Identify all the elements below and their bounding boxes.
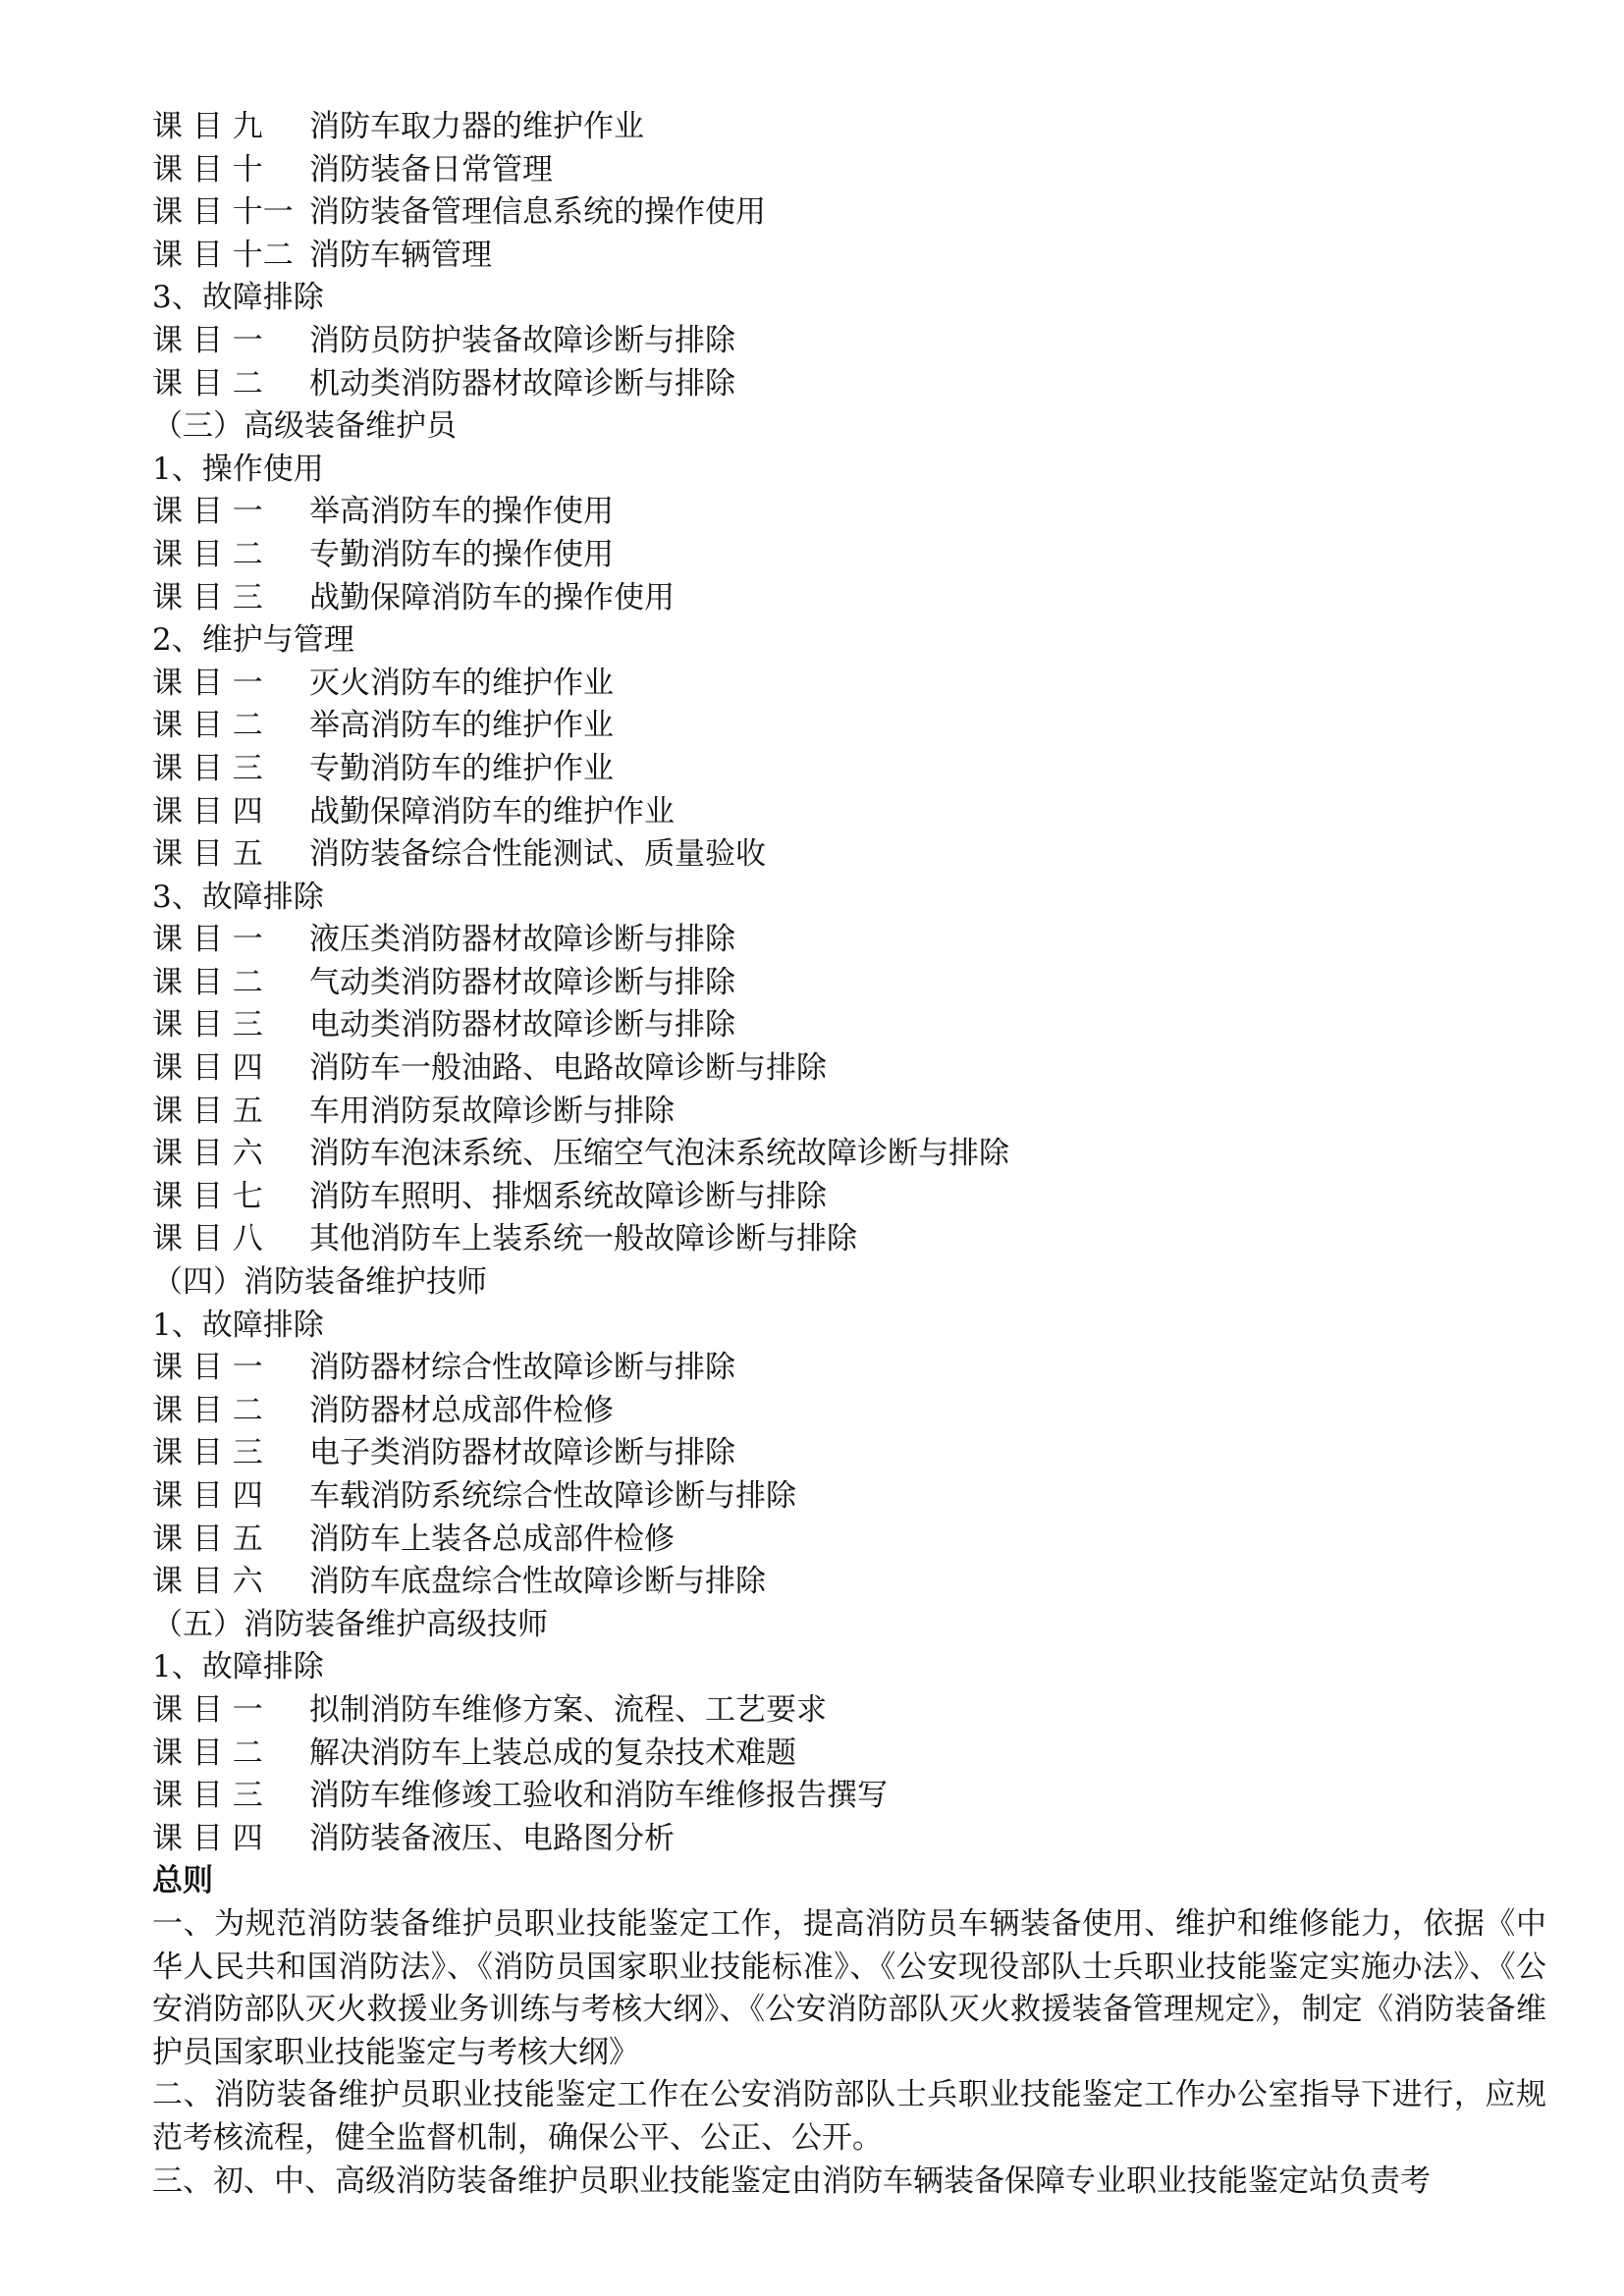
course-item — [152, 1818, 1546, 1861]
section-label: （四）消防装备维护技师 — [152, 1264, 487, 1301]
course-number: 课 目 一 — [152, 1691, 263, 1728]
course-title: 车载消防系统综合性故障诊断与排除 — [309, 1478, 796, 1514]
course-item — [152, 534, 1546, 577]
paragraph: 三、初、中、高级消防装备维护员职业技能鉴定由消防车辆装备保障专业职业技能鉴定站负责考 — [152, 2163, 1431, 2199]
course-item — [152, 748, 1546, 791]
course-title: 专勤消防车的操作使用 — [309, 536, 614, 572]
course-item — [152, 663, 1546, 706]
course-title: 消防车上装各总成部件检修 — [309, 1521, 675, 1557]
course-number: 课 目 六 — [152, 1564, 263, 1600]
course-number: 课 目 四 — [152, 1478, 263, 1514]
section-label: 1、故障排除 — [152, 1307, 324, 1343]
course-number: 课 目 一 — [152, 922, 263, 958]
course-title: 消防车取力器的维护作业 — [309, 109, 644, 144]
course-item — [152, 1091, 1546, 1134]
course-number: 课 目 一 — [152, 665, 263, 701]
course-item — [152, 705, 1546, 748]
section-label: 2、维护与管理 — [152, 622, 354, 659]
syllabus-list — [152, 106, 1546, 1860]
course-item — [152, 1218, 1546, 1261]
course-item — [152, 1561, 1546, 1604]
course-item — [152, 1390, 1546, 1433]
course-number: 课 目 二 — [152, 536, 263, 572]
course-number: 课 目 二 — [152, 365, 263, 401]
course-title: 专勤消防车的维护作业 — [309, 750, 614, 786]
course-number: 课 目 十 — [152, 151, 263, 187]
general-provisions — [152, 1903, 1546, 2203]
course-number: 课 目 七 — [152, 1178, 263, 1214]
course-number: 课 目 九 — [152, 109, 263, 144]
section-label: 3、故障排除 — [152, 879, 324, 915]
course-number: 课 目 三 — [152, 579, 263, 615]
course-item — [152, 919, 1546, 962]
course-item — [152, 1689, 1546, 1733]
course-number: 课 目 六 — [152, 1136, 263, 1172]
section-heading: 总则 — [152, 1863, 213, 1899]
section-label: 1、故障排除 — [152, 1649, 324, 1685]
course-number: 课 目 二 — [152, 1735, 263, 1771]
course-number: 课 目 四 — [152, 1820, 263, 1856]
course-number: 课 目 五 — [152, 836, 263, 873]
course-title: 气动类消防器材故障诊断与排除 — [309, 964, 735, 1000]
course-item — [152, 235, 1546, 278]
course-item — [152, 1047, 1546, 1091]
course-number: 课 目 四 — [152, 1050, 263, 1087]
course-item — [152, 1519, 1546, 1562]
course-title: 其他消防车上装系统一般故障诊断与排除 — [309, 1221, 857, 1257]
course-item — [152, 791, 1546, 834]
course-item — [152, 577, 1546, 620]
course-item — [152, 1775, 1546, 1818]
course-number: 课 目 二 — [152, 708, 263, 744]
section-label: 1、操作使用 — [152, 451, 324, 487]
section-label: 3、故障排除 — [152, 280, 324, 316]
course-item — [152, 1133, 1546, 1176]
course-number: 课 目 三 — [152, 1778, 263, 1814]
course-number: 课 目 十一 — [152, 194, 294, 231]
course-title: 灭火消防车的维护作业 — [309, 665, 614, 701]
course-title: 消防车照明、排烟系统故障诊断与排除 — [309, 1178, 827, 1214]
course-number: 课 目 四 — [152, 793, 263, 829]
course-title: 举高消防车的操作使用 — [309, 494, 614, 530]
course-item — [152, 1176, 1546, 1219]
course-item — [152, 833, 1546, 877]
course-item — [152, 320, 1546, 363]
course-title: 液压类消防器材故障诊断与排除 — [309, 922, 735, 958]
course-title: 战勤保障消防车的维护作业 — [309, 793, 675, 829]
course-item — [152, 149, 1546, 192]
course-number: 课 目 二 — [152, 1392, 263, 1428]
course-item — [152, 1432, 1546, 1475]
course-title: 消防器材总成部件检修 — [309, 1392, 614, 1428]
paragraph: 一、为规范消防装备维护员职业技能鉴定工作，提高消防员车辆装备使用、维护和维修能力，依据《中华人民共和国消防法》、《消防员国家职业技能标准》、《公安现役部队士兵职业技能鉴定实施办法》、《公安消防部队灭火救援业务训练与考核大纲》、《公安消防部队灭火救援装备管理规定》，制定《消防装备维护员国家职业技能鉴定与考核大纲》 — [152, 1905, 1546, 2070]
course-item — [152, 191, 1546, 235]
course-item — [152, 1004, 1546, 1047]
course-title: 解决消防车上装总成的复杂技术难题 — [309, 1735, 796, 1771]
course-title: 消防装备综合性能测试、质量验收 — [309, 836, 766, 873]
course-item — [152, 1733, 1546, 1776]
course-title: 电子类消防器材故障诊断与排除 — [309, 1435, 735, 1471]
document-body — [152, 106, 1546, 2203]
section-label: （五）消防装备维护高级技师 — [152, 1606, 548, 1642]
course-number: 课 目 一 — [152, 494, 263, 530]
course-title: 消防装备液压、电路图分析 — [309, 1820, 675, 1856]
course-item — [152, 363, 1546, 406]
course-number: 课 目 十二 — [152, 237, 294, 273]
section-label: （三）高级装备维护员 — [152, 408, 457, 445]
course-item — [152, 962, 1546, 1005]
paragraph: 二、消防装备维护员职业技能鉴定工作在公安消防部队士兵职业技能鉴定工作办公室指导下进行，应规范考核流程，健全监督机制，确保公平、公正、公开。 — [152, 2077, 1546, 2156]
course-number: 课 目 二 — [152, 964, 263, 1000]
course-item — [152, 1347, 1546, 1390]
course-title: 拟制消防车维修方案、流程、工艺要求 — [309, 1691, 827, 1728]
course-number: 课 目 三 — [152, 1007, 263, 1043]
course-number: 课 目 三 — [152, 1435, 263, 1471]
course-number: 课 目 五 — [152, 1521, 263, 1557]
course-title: 电动类消防器材故障诊断与排除 — [309, 1007, 735, 1043]
course-title: 消防装备管理信息系统的操作使用 — [309, 194, 766, 231]
course-number: 课 目 五 — [152, 1093, 263, 1129]
course-title: 消防车维修竣工验收和消防车维修报告撰写 — [309, 1778, 888, 1814]
course-title: 举高消防车的维护作业 — [309, 708, 614, 744]
course-title: 消防车辆管理 — [309, 237, 492, 273]
course-number: 课 目 一 — [152, 1350, 263, 1386]
course-title: 战勤保障消防车的操作使用 — [309, 579, 675, 615]
course-title: 消防器材综合性故障诊断与排除 — [309, 1350, 735, 1386]
course-title: 消防装备日常管理 — [309, 151, 553, 187]
course-number: 课 目 三 — [152, 750, 263, 786]
course-item — [152, 1475, 1546, 1519]
course-title: 消防车泡沫系统、压缩空气泡沫系统故障诊断与排除 — [309, 1136, 1009, 1172]
course-number: 课 目 一 — [152, 322, 263, 358]
course-title: 消防员防护装备故障诊断与排除 — [309, 322, 735, 358]
course-title: 消防车底盘综合性故障诊断与排除 — [309, 1564, 766, 1600]
course-number: 课 目 八 — [152, 1221, 263, 1257]
course-item — [152, 106, 1546, 149]
course-title: 车用消防泵故障诊断与排除 — [309, 1093, 675, 1129]
course-item — [152, 491, 1546, 534]
course-title: 消防车一般油路、电路故障诊断与排除 — [309, 1050, 827, 1087]
course-title: 机动类消防器材故障诊断与排除 — [309, 365, 735, 401]
